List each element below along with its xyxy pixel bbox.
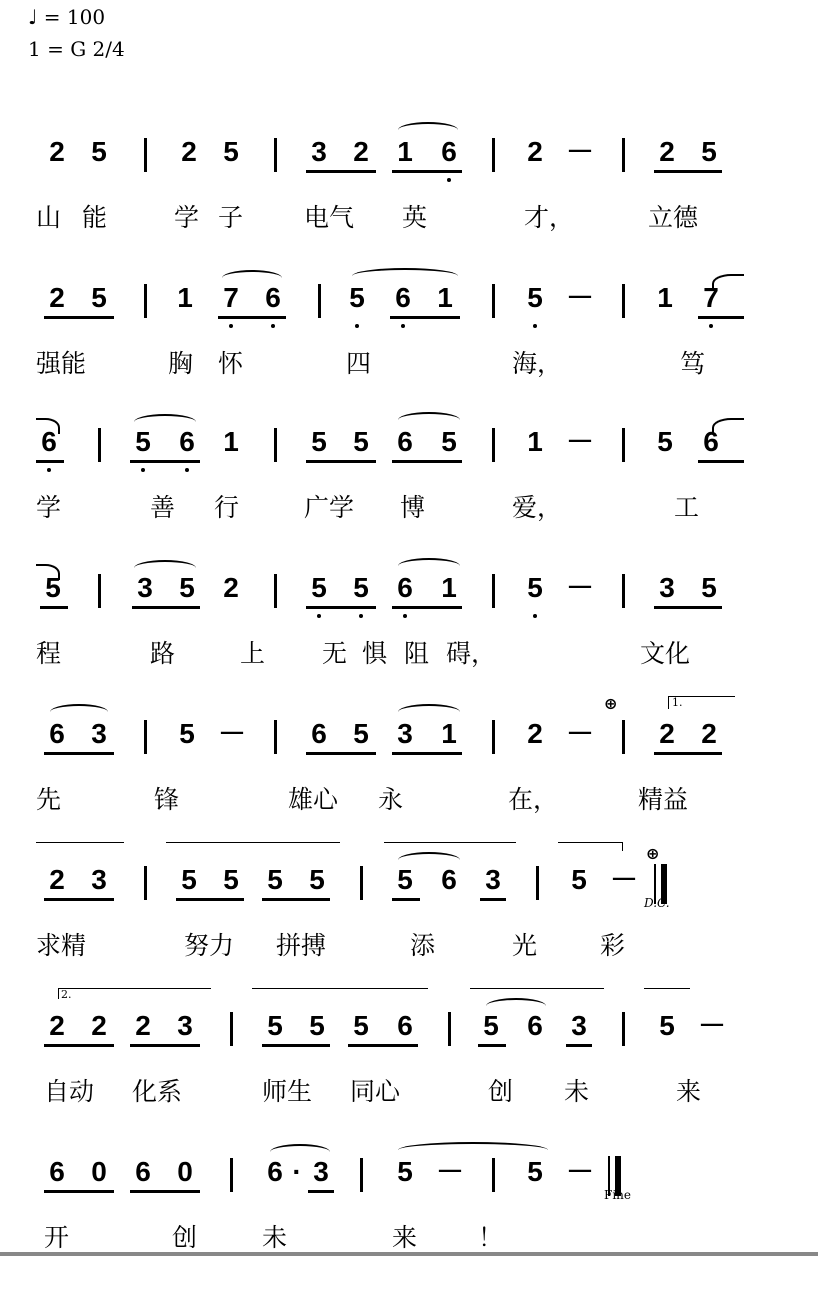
lyric: 惧 <box>362 639 388 668</box>
beam <box>390 316 460 319</box>
note: 5 <box>659 1010 675 1041</box>
barline <box>448 1012 451 1046</box>
barline <box>144 138 147 172</box>
barline <box>318 284 321 318</box>
note: 2 <box>49 282 65 313</box>
lyric: 山 <box>36 203 62 232</box>
lyric: 在， <box>508 785 559 814</box>
beam <box>392 898 420 901</box>
beam <box>40 606 68 609</box>
note: 6 <box>49 1156 65 1187</box>
note: 6 <box>265 282 281 313</box>
note: 5 <box>267 864 283 895</box>
lyric: 子 <box>218 203 244 232</box>
note: 3 <box>659 572 675 603</box>
lyric: 电气 <box>304 203 355 232</box>
note: 5 <box>397 1156 413 1187</box>
lyric: 行 <box>214 493 240 522</box>
score-row-8 <box>0 1158 818 1298</box>
fine-marking: Fine <box>604 1188 631 1202</box>
barline <box>274 720 277 754</box>
lyric: 学 <box>36 493 62 522</box>
beam <box>130 1044 200 1047</box>
score-row-5 <box>0 694 818 860</box>
note: 5 <box>45 572 61 603</box>
low-octave-dot <box>359 614 363 618</box>
note: 2 <box>527 718 543 749</box>
lyric: 文化 <box>640 639 691 668</box>
dash: － <box>436 1156 465 1187</box>
note: 3 <box>91 718 107 749</box>
low-octave-dot <box>185 468 189 472</box>
beam <box>218 316 286 319</box>
note: 5 <box>223 864 239 895</box>
note: 1 <box>397 136 413 167</box>
barline <box>622 720 625 754</box>
beam <box>392 606 462 609</box>
note: 5 <box>441 426 457 457</box>
volta-line <box>36 842 124 844</box>
lyric: 笃 <box>680 349 706 378</box>
lyric: 努力 <box>184 931 235 960</box>
score-row-6 <box>0 844 818 1006</box>
note: 2 <box>49 1010 65 1041</box>
beam <box>480 898 506 901</box>
beam <box>392 460 462 463</box>
barline <box>360 1158 363 1192</box>
lyric: 能 <box>82 203 108 232</box>
barline <box>622 138 625 172</box>
beam <box>306 752 376 755</box>
beam <box>348 1044 418 1047</box>
coda-sign-icon: ⊕ <box>646 844 660 863</box>
note: 2 <box>49 864 65 895</box>
note: 5 <box>311 572 327 603</box>
beam <box>176 898 244 901</box>
beam <box>306 606 376 609</box>
lyric: 化系 <box>132 1077 183 1106</box>
note: 6 <box>527 1010 543 1041</box>
note: 5 <box>353 718 369 749</box>
note: 5 <box>527 572 543 603</box>
note: 3 <box>313 1156 329 1187</box>
dash: － <box>698 1010 727 1041</box>
lyric: 无 <box>322 639 348 668</box>
beam <box>306 170 376 173</box>
lyric: 学 <box>174 203 200 232</box>
dash: － <box>566 136 595 167</box>
key-time-signature: 1 = G 2/4 <box>28 37 125 61</box>
note: 2 <box>49 136 65 167</box>
lyric: 未 <box>262 1223 288 1252</box>
low-octave-dot <box>47 468 51 472</box>
note: 5 <box>311 426 327 457</box>
note: 1 <box>437 282 453 313</box>
beam <box>44 316 114 319</box>
lyric: 师生 <box>262 1077 313 1106</box>
score-row-2 <box>0 284 818 424</box>
barline <box>492 1158 495 1192</box>
dash: － <box>218 718 247 749</box>
lyric: 创 <box>172 1223 198 1252</box>
barline <box>274 428 277 462</box>
low-octave-dot <box>709 324 713 328</box>
note: 5 <box>353 426 369 457</box>
note: 5 <box>701 136 717 167</box>
note: 6 <box>267 1156 283 1187</box>
note: 6 <box>311 718 327 749</box>
note: 1 <box>441 572 457 603</box>
low-octave-dot <box>229 324 233 328</box>
note: 2 <box>91 1010 107 1041</box>
volta-line <box>166 842 340 844</box>
note: 6 <box>397 1010 413 1041</box>
lyric: 光 <box>512 931 538 960</box>
note: 6 <box>441 136 457 167</box>
note: 3 <box>177 1010 193 1041</box>
note: 0 <box>91 1156 107 1187</box>
beam <box>44 1044 114 1047</box>
barline <box>622 1012 625 1046</box>
lyric: ！ <box>478 1223 504 1252</box>
beam <box>698 316 744 319</box>
note: 2 <box>223 572 239 603</box>
lyric: 怀 <box>218 349 244 378</box>
lyric: 四 <box>346 349 372 378</box>
note: 6 <box>49 718 65 749</box>
note: 2 <box>527 136 543 167</box>
dash: － <box>566 282 595 313</box>
lyric: 阻 <box>404 639 430 668</box>
note: 5 <box>309 1010 325 1041</box>
tie-start <box>712 418 744 434</box>
lyric: 精益 <box>638 785 689 814</box>
low-octave-dot <box>533 614 537 618</box>
barline <box>360 866 363 900</box>
lyric: 永 <box>378 785 404 814</box>
beam <box>566 1044 592 1047</box>
beam <box>306 460 376 463</box>
lyric: 创 <box>488 1077 514 1106</box>
lyric: 同心 <box>350 1077 401 1106</box>
note: 0 <box>177 1156 193 1187</box>
note: 3 <box>91 864 107 895</box>
barline <box>144 720 147 754</box>
lyric: 彩 <box>600 931 626 960</box>
beam <box>132 606 200 609</box>
lyric: 添 <box>410 931 436 960</box>
note: 5 <box>527 1156 543 1187</box>
beam <box>392 170 462 173</box>
volta-line <box>470 988 604 990</box>
note: 1 <box>177 282 193 313</box>
barline <box>98 428 101 462</box>
dash: － <box>566 426 595 457</box>
tie-start <box>712 274 744 290</box>
barline <box>492 284 495 318</box>
tempo-marking: ♩ = 100 <box>28 5 106 29</box>
barline <box>144 866 147 900</box>
note: 3 <box>571 1010 587 1041</box>
note: 5 <box>527 282 543 313</box>
lyric: 锋 <box>154 785 180 814</box>
note: 5 <box>179 718 195 749</box>
volta-line <box>252 988 428 990</box>
beam <box>654 752 722 755</box>
beam <box>698 460 744 463</box>
beam <box>392 752 462 755</box>
beam <box>44 1190 114 1193</box>
lyric: 先 <box>36 785 62 814</box>
beam <box>262 898 330 901</box>
note: 2 <box>659 718 675 749</box>
lyric: 广学 <box>304 493 355 522</box>
note: 5 <box>91 136 107 167</box>
lyric: 来 <box>676 1077 702 1106</box>
note: 1 <box>441 718 457 749</box>
barline <box>144 284 147 318</box>
beam <box>308 1190 334 1193</box>
note: 6 <box>41 426 57 457</box>
slur <box>398 1142 548 1158</box>
note: 6 <box>703 426 719 457</box>
volta-line <box>558 842 623 851</box>
barline <box>536 866 539 900</box>
beam <box>44 752 114 755</box>
note: 2 <box>353 136 369 167</box>
lyric: 程 <box>36 639 62 668</box>
beam <box>130 460 200 463</box>
barline <box>230 1158 233 1192</box>
lyric: 才， <box>524 203 575 232</box>
lyric: 胸 <box>168 349 194 378</box>
dash: － <box>566 718 595 749</box>
lyric: 求精 <box>36 931 87 960</box>
barline <box>274 138 277 172</box>
note: 3 <box>397 718 413 749</box>
page-bottom-border <box>0 1252 818 1256</box>
volta-bracket <box>58 988 211 999</box>
lyric: 上 <box>240 639 266 668</box>
coda-sign-icon: ⊕ <box>604 694 618 713</box>
note: 5 <box>223 136 239 167</box>
note: 3 <box>485 864 501 895</box>
volta-label: 1. <box>672 696 683 709</box>
note: 6 <box>395 282 411 313</box>
score-row-3 <box>0 428 818 568</box>
beam <box>478 1044 506 1047</box>
note: 6 <box>135 1156 151 1187</box>
note: 5 <box>135 426 151 457</box>
low-octave-dot <box>401 324 405 328</box>
dc-marking: D.C. <box>644 896 670 910</box>
note: 1 <box>657 282 673 313</box>
note: 2 <box>701 718 717 749</box>
dash: － <box>610 864 639 895</box>
note: 6 <box>397 426 413 457</box>
note: 1 <box>223 426 239 457</box>
low-octave-dot <box>141 468 145 472</box>
lyric: 善 <box>150 493 176 522</box>
note: 5 <box>397 864 413 895</box>
beam <box>262 1044 330 1047</box>
lyric: 雄心 <box>288 785 339 814</box>
barline <box>230 1012 233 1046</box>
beam <box>44 898 114 901</box>
lyric: 拼搏 <box>276 931 327 960</box>
beam <box>654 170 722 173</box>
note: 5 <box>353 572 369 603</box>
barline <box>492 428 495 462</box>
volta-line <box>644 988 690 990</box>
note: 6 <box>397 572 413 603</box>
volta-label: 2. <box>61 988 72 1001</box>
beam <box>130 1190 200 1193</box>
note: 2 <box>659 136 675 167</box>
dash: － <box>566 572 595 603</box>
note: 5 <box>91 282 107 313</box>
note: 5 <box>349 282 365 313</box>
volta-line <box>384 842 516 844</box>
low-octave-dot <box>533 324 537 328</box>
note: 2 <box>181 136 197 167</box>
low-octave-dot <box>403 614 407 618</box>
note: 1 <box>527 426 543 457</box>
lyric: 爱， <box>512 493 563 522</box>
lyric: 来 <box>392 1223 418 1252</box>
note: 5 <box>483 1010 499 1041</box>
barline <box>492 138 495 172</box>
lyric: 强能 <box>36 349 87 378</box>
note: 5 <box>657 426 673 457</box>
lyric: 路 <box>150 639 176 668</box>
note: 7 <box>703 282 719 313</box>
lyric: 自动 <box>44 1077 95 1106</box>
beam <box>36 460 64 463</box>
score-row-4 <box>0 574 818 714</box>
lyric: 海， <box>512 349 563 378</box>
note: 5 <box>353 1010 369 1041</box>
note: 7 <box>223 282 239 313</box>
barline <box>492 720 495 754</box>
score-row-1 <box>0 138 818 278</box>
note: 5 <box>267 1010 283 1041</box>
barline <box>622 284 625 318</box>
barline <box>622 428 625 462</box>
lyric: 开 <box>44 1223 70 1252</box>
lyric: 碍， <box>446 639 497 668</box>
lyric: 博 <box>400 493 426 522</box>
lyric: 立德 <box>648 203 699 232</box>
lyric: 英 <box>402 203 428 232</box>
low-octave-dot <box>447 178 451 182</box>
beam <box>654 606 722 609</box>
note: 5 <box>181 864 197 895</box>
barline <box>492 574 495 608</box>
note: 3 <box>137 572 153 603</box>
barline <box>274 574 277 608</box>
lyric: 工 <box>674 493 700 522</box>
dash: － <box>566 1156 595 1187</box>
note: 3 <box>311 136 327 167</box>
note: 5 <box>701 572 717 603</box>
low-octave-dot <box>317 614 321 618</box>
note: 5 <box>179 572 195 603</box>
score-row-7 <box>0 988 818 1152</box>
lyric: 未 <box>564 1077 590 1106</box>
note: 2 <box>135 1010 151 1041</box>
note: 6 <box>441 864 457 895</box>
augmentation-dot: · <box>292 1156 302 1187</box>
note: 5 <box>571 864 587 895</box>
low-octave-dot <box>355 324 359 328</box>
low-octave-dot <box>271 324 275 328</box>
barline <box>622 574 625 608</box>
barline <box>98 574 101 608</box>
note: 5 <box>309 864 325 895</box>
note: 6 <box>179 426 195 457</box>
